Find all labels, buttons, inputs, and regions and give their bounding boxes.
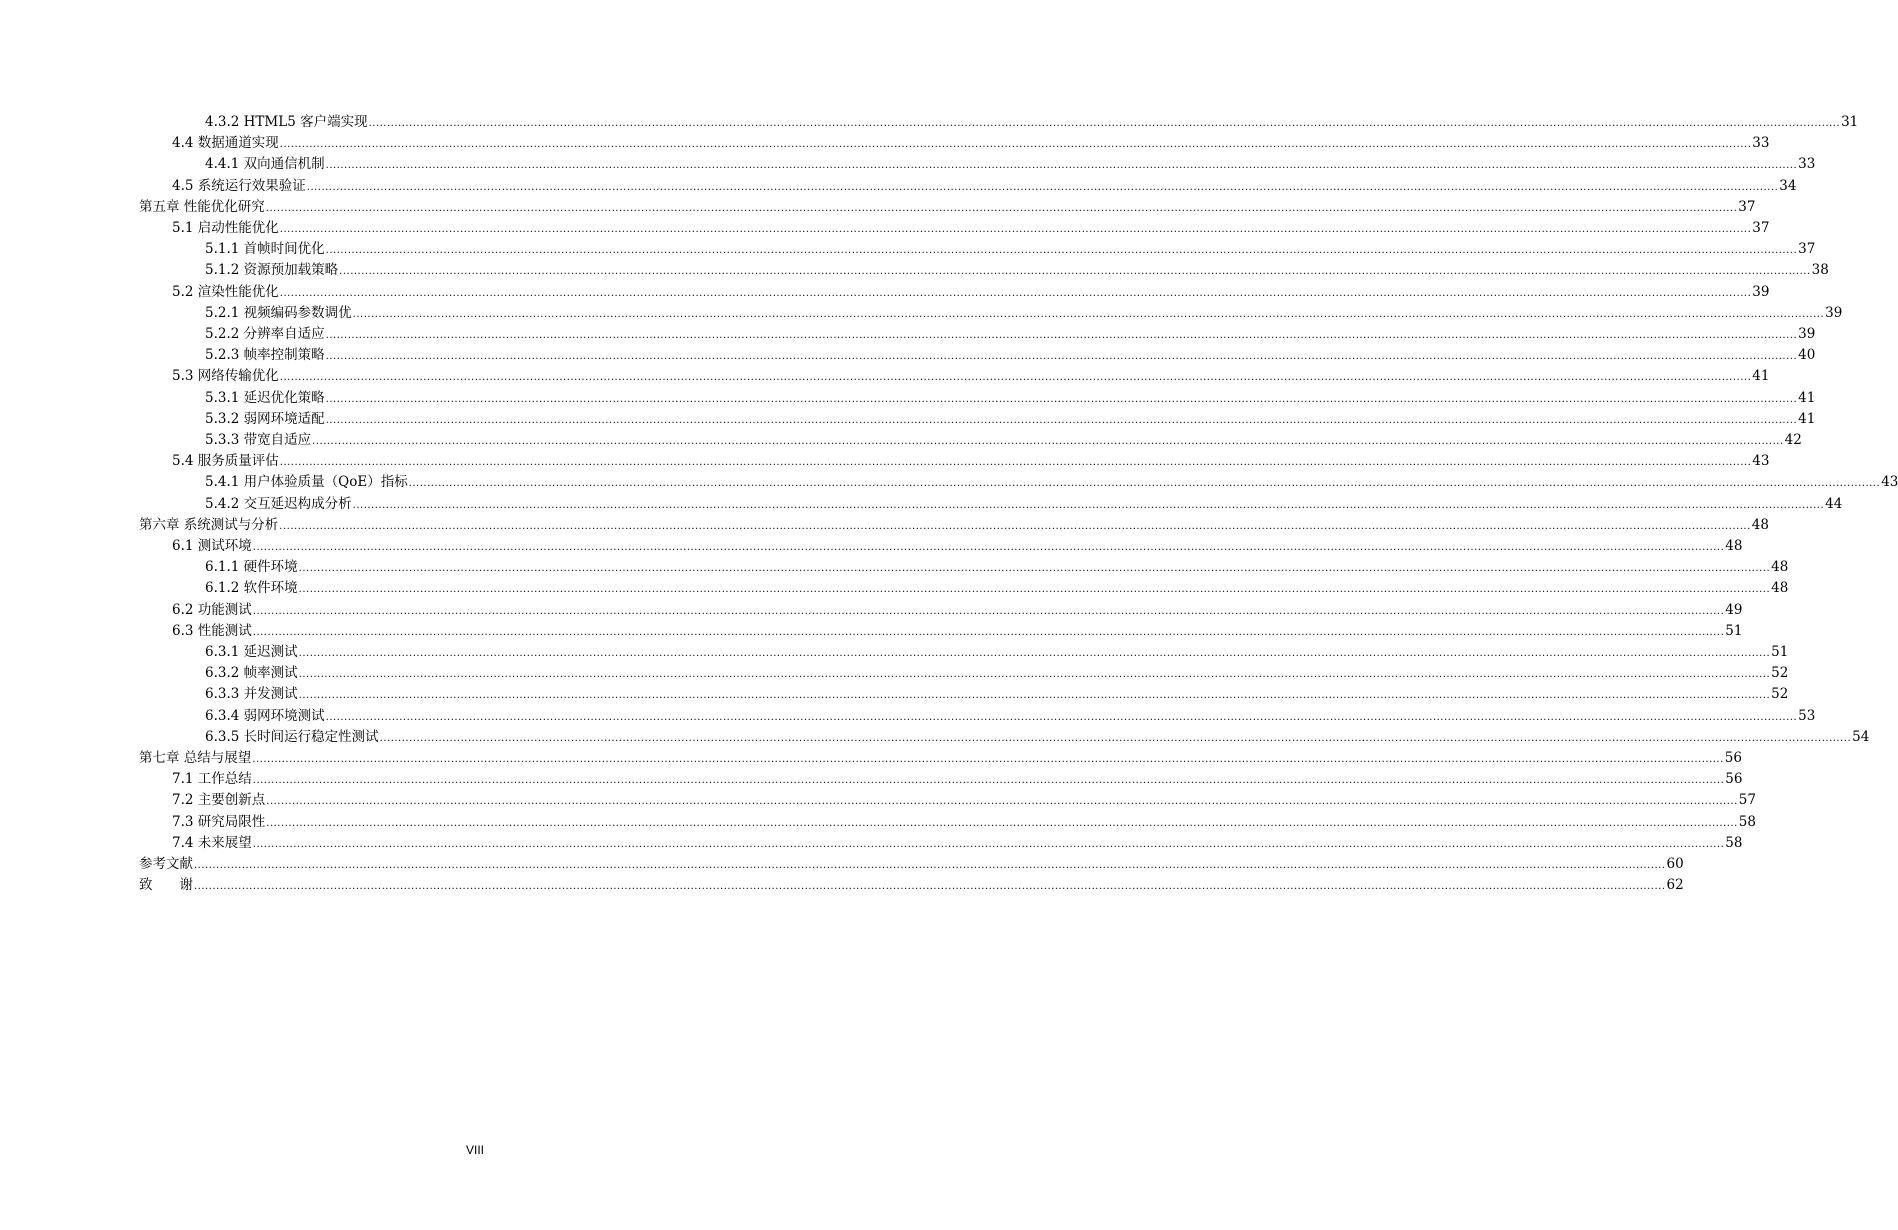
toc-entry-page: 62 [1666,877,1684,894]
toc-dot-leader: ................................................................................................................................................................................................................................................................................................................................................................................................................ [266,817,1738,829]
toc-dot-leader: ................................................................................................................................................................................................................................................................................................................................................................................................................ [252,754,1724,765]
toc-entry-page: 48 [1751,516,1769,533]
toc-dot-leader: ................................................................................................................................................................................................................................................................................................................................................................................................................ [368,118,1841,129]
toc-entry[interactable] [205,557,1789,578]
toc-entry[interactable] [205,324,1816,345]
toc-entry[interactable] [205,727,1870,748]
toc-entry-title: 5.4.1 用户体验质量（QoE）指标 [205,474,408,491]
toc-entry[interactable] [172,812,1756,833]
toc-entry[interactable] [172,536,1743,557]
toc-entry-page: 37 [1738,198,1756,215]
toc-entry-page: 39 [1798,326,1816,342]
toc-entry-page: 38 [1811,262,1829,279]
toc-entry-title: 6.1.2 软件环境 [205,580,298,597]
toc-dot-leader: ................................................................................................................................................................................................................................................................................................................................................................................................................ [298,690,1771,702]
toc-dot-leader: ................................................................................................................................................................................................................................................................................................................................................................................................................ [298,563,1771,575]
toc-entry-page: 31 [1841,114,1859,130]
toc-dot-leader: ................................................................................................................................................................................................................................................................................................................................................................................................................ [306,181,1779,193]
toc-entry-page: 48 [1771,559,1789,576]
toc-entry[interactable] [205,430,1802,451]
toc-entry[interactable] [172,133,1770,154]
toc-entry-page: 54 [1852,728,1870,745]
toc-entry-title: 致 谢 [139,877,193,894]
toc-dot-leader: ................................................................................................................................................................................................................................................................................................................................................................................................................ [298,648,1771,659]
toc-dot-leader: ................................................................................................................................................................................................................................................................................................................................................................................................................ [325,330,1798,341]
toc-entry-title: 5.2 渲染性能优化 [172,283,279,300]
toc-dot-leader: ................................................................................................................................................................................................................................................................................................................................................................................................................ [298,669,1771,681]
toc-entry-title: 6.3.5 长时间运行稳定性测试 [205,728,379,745]
toc-entry-title: 第五章 性能优化研究 [139,198,265,215]
toc-entry-page: 34 [1779,177,1797,194]
toc-entry[interactable] [205,706,1816,727]
toc-entry-title: 6.1.1 硬件环境 [205,559,298,576]
toc-dot-leader: ................................................................................................................................................................................................................................................................................................................................................................................................................ [339,266,1811,278]
toc-entry-title: 5.4 服务质量评估 [172,453,279,470]
page-number: VIII [465,1143,484,1157]
toc-entry[interactable] [205,578,1789,599]
toc-entry-page: 48 [1771,580,1789,597]
toc-entry-page: 60 [1666,856,1684,872]
toc-entry-page: 58 [1725,834,1743,851]
toc-entry[interactable] [205,388,1816,409]
toc-entry-title: 5.1.2 资源预加载策略 [205,262,339,279]
toc-entry-page: 43 [1752,453,1770,470]
toc-entry[interactable] [205,494,1843,515]
toc-entry-page: 37 [1798,241,1816,258]
toc-entry-title: 5.3.2 弱网环境适配 [205,410,325,427]
toc-entry[interactable] [172,621,1743,642]
toc-entry-title: 6.1 测试环境 [172,538,252,554]
toc-entry-page: 43 [1881,474,1898,491]
toc-entry-page: 39 [1752,283,1770,300]
toc-entry[interactable] [172,451,1770,472]
toc-entry-page: 53 [1798,707,1816,724]
toc-entry-title: 5.2.3 帧率控制策略 [205,347,325,364]
toc-entry-page: 39 [1825,304,1843,321]
toc-entry[interactable] [205,260,1829,281]
toc-entry-title: 4.4 数据通道实现 [172,135,279,152]
toc-entry-title: 6.3.1 延迟测试 [205,644,298,660]
toc-dot-leader: ................................................................................................................................................................................................................................................................................................................................................................................................................ [266,796,1738,808]
toc-entry-page: 40 [1798,347,1816,364]
toc-entry[interactable] [205,663,1789,684]
toc-entry-title: 6.3.2 帧率测试 [205,665,298,682]
toc-dot-leader: ................................................................................................................................................................................................................................................................................................................................................................................................................ [279,224,1752,235]
toc-entry-page: 49 [1725,601,1743,618]
toc-entry[interactable] [172,790,1756,811]
toc-entry-page: 52 [1771,665,1789,682]
toc-entry-title: 5.3 网络传输优化 [172,368,279,385]
toc-entry-title: 7.4 未来展望 [172,834,252,851]
toc-entry-title: 4.3.2 HTML5 客户端实现 [205,114,368,130]
toc-entry-title: 5.2.1 视频编码参数调优 [205,304,352,321]
toc-entry[interactable] [139,875,1684,896]
toc-entry-title: 6.3.4 弱网环境测试 [205,707,325,724]
toc-entry-title: 6.3.3 并发测试 [205,686,298,703]
toc-dot-leader: ................................................................................................................................................................................................................................................................................................................................................................................................................ [265,202,1738,214]
toc-entry[interactable] [205,112,1859,133]
toc-entry-page: 33 [1798,156,1816,173]
toc-dot-leader: ................................................................................................................................................................................................................................................................................................................................................................................................................ [252,775,1725,787]
toc-entry-page: 52 [1771,686,1789,703]
toc-entry[interactable] [205,409,1816,430]
toc-entry-page: 56 [1724,750,1742,766]
toc-dot-leader: ................................................................................................................................................................................................................................................................................................................................................................................................................ [252,838,1725,850]
toc-entry[interactable] [172,218,1770,239]
toc-entry[interactable] [205,239,1816,260]
toc-entry-title: 7.3 研究局限性 [172,813,266,830]
toc-dot-leader: ................................................................................................................................................................................................................................................................................................................................................................................................................ [352,499,1825,511]
toc-entry-title: 4.5 系统运行效果验证 [172,177,306,194]
toc-entry-title: 5.3.3 带宽自适应 [205,432,312,448]
toc-entry-page: 42 [1784,432,1802,448]
toc-entry-title: 7.2 主要创新点 [172,792,266,809]
toc-entry-title: 6.2 功能测试 [172,601,252,618]
toc-entry-page: 37 [1752,220,1770,236]
toc-entry-title: 第七章 总结与展望 [139,750,252,766]
toc-entry-page: 56 [1725,771,1743,788]
toc-dot-leader: ................................................................................................................................................................................................................................................................................................................................................................................................................ [325,393,1798,405]
toc-entry[interactable] [139,854,1684,875]
toc-dot-leader: ................................................................................................................................................................................................................................................................................................................................................................................................................ [279,139,1752,151]
toc-dot-leader: ................................................................................................................................................................................................................................................................................................................................................................................................................ [252,542,1725,553]
toc-dot-leader: ................................................................................................................................................................................................................................................................................................................................................................................................................ [312,436,1784,447]
toc-dot-leader: ................................................................................................................................................................................................................................................................................................................................................................................................................ [325,160,1798,172]
toc-entry[interactable] [172,176,1797,197]
toc-entry-title: 5.1 启动性能优化 [172,220,279,236]
toc-entry-page: 51 [1725,622,1743,639]
toc-entry-title: 7.1 工作总结 [172,771,252,788]
toc-entry-page: 41 [1798,389,1816,406]
toc-entry[interactable] [172,833,1743,854]
toc-entry-page: 48 [1725,538,1743,554]
toc-dot-leader: ................................................................................................................................................................................................................................................................................................................................................................................................................ [352,308,1825,320]
toc-dot-leader: ................................................................................................................................................................................................................................................................................................................................................................................................................ [325,414,1798,426]
toc-entry-page: 41 [1752,368,1770,385]
toc-entry-title: 参考文献 [139,856,193,872]
toc-dot-leader: ................................................................................................................................................................................................................................................................................................................................................................................................................ [379,732,1852,744]
toc-dot-leader: ................................................................................................................................................................................................................................................................................................................................................................................................................ [252,605,1725,617]
toc-entry-title: 5.2.2 分辨率自适应 [205,326,325,342]
toc-entry[interactable] [172,769,1743,790]
toc-entry[interactable] [205,472,1898,493]
toc-dot-leader: ................................................................................................................................................................................................................................................................................................................................................................................................................ [252,626,1725,638]
toc-dot-leader: ................................................................................................................................................................................................................................................................................................................................................................................................................ [325,351,1798,363]
toc-entry[interactable] [172,366,1770,387]
toc-dot-leader: ................................................................................................................................................................................................................................................................................................................................................................................................................ [194,860,1666,871]
toc-entry[interactable] [139,748,1742,769]
toc-entry-title: 5.3.1 延迟优化策略 [205,389,325,406]
toc-entry-title: 6.3 性能测试 [172,622,252,639]
toc-dot-leader: ................................................................................................................................................................................................................................................................................................................................................................................................................ [279,520,1751,532]
toc-entry-title: 5.1.1 首帧时间优化 [205,241,325,258]
toc-dot-leader: ................................................................................................................................................................................................................................................................................................................................................................................................................ [279,372,1752,384]
toc-entry-title: 第六章 系统测试与分析 [139,516,279,533]
toc-entry-page: 57 [1738,792,1756,809]
toc-entry-page: 51 [1771,644,1789,660]
toc-entry[interactable] [139,515,1769,536]
toc-dot-leader: ................................................................................................................................................................................................................................................................................................................................................................................................................ [298,584,1771,596]
toc-entry-page: 58 [1738,813,1756,830]
toc-dot-leader: ................................................................................................................................................................................................................................................................................................................................................................................................................ [408,478,1881,490]
toc-entry-title: 5.4.2 交互延迟构成分析 [205,495,352,512]
toc-dot-leader: ................................................................................................................................................................................................................................................................................................................................................................................................................ [279,457,1752,469]
toc-entry[interactable] [205,345,1816,366]
toc-entry[interactable] [139,197,1756,218]
toc-entry[interactable] [205,154,1816,175]
toc-entry[interactable] [205,642,1789,663]
toc-dot-leader: ................................................................................................................................................................................................................................................................................................................................................................................................................ [325,245,1798,257]
toc-entry-page: 41 [1798,410,1816,427]
toc-entry-page: 44 [1825,495,1843,512]
toc-entry[interactable] [205,303,1843,324]
toc-entry-page: 33 [1752,135,1770,152]
toc-entry[interactable] [205,684,1789,705]
toc-dot-leader: ................................................................................................................................................................................................................................................................................................................................................................................................................ [325,711,1798,723]
toc-entry-title: 4.4.1 双向通信机制 [205,156,325,173]
toc-entry[interactable] [172,282,1770,303]
toc-entry[interactable] [172,600,1743,621]
toc-dot-leader: ................................................................................................................................................................................................................................................................................................................................................................................................................ [194,881,1666,893]
toc-dot-leader: ................................................................................................................................................................................................................................................................................................................................................................................................................ [279,287,1752,299]
